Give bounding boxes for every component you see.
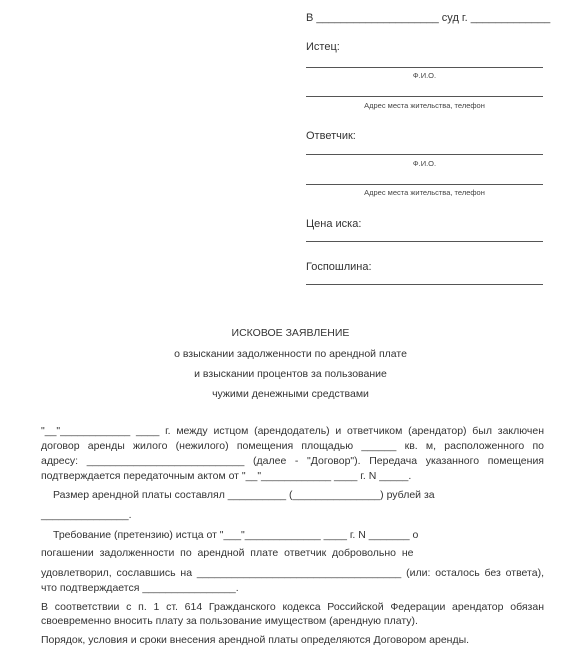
defendant-name-line	[306, 154, 543, 155]
claim-price-label: Цена иска:	[306, 218, 362, 230]
body-p2-line1: Размер арендной платы составлял __________ (_______________) рублей за	[53, 489, 435, 501]
defendant-label: Ответчик:	[306, 130, 356, 142]
body-p4-line2: своевременно вносить плату за пользование имуществом (арендную плату).	[41, 615, 418, 627]
document-subtitle-2: и взыскании процентов за пользование	[194, 368, 387, 380]
body-p3-line3: удовлетворил, сославшись на ___________________________________ (или: осталось без ответа),	[41, 567, 544, 579]
defendant-fio-caption: Ф.И.О.	[412, 159, 437, 168]
document-title: ИСКОВОЕ ЗАЯВЛЕНИЕ	[231, 327, 350, 339]
state-fee-label: Госпошлина:	[306, 261, 372, 273]
claim-price-line	[306, 241, 543, 242]
document-subtitle-1: о взыскании задолженности по арендной плате	[174, 348, 407, 360]
body-p3-line1: Требование (претензию) истца от "___"_____________ ____ г. N _______ о	[53, 529, 419, 541]
body-p1-line3: адресу: ___________________________ (далее - "Договор"). Передача указанного помещения	[41, 455, 544, 467]
body-p3-line2: погашении задолженности по арендной плате ответчик добровольно не	[41, 547, 414, 559]
state-fee-line	[306, 284, 543, 285]
body-p3-line4: что подтверждается ________________.	[41, 582, 239, 594]
body-p5-line1: Порядок, условия и сроки внесения арендной платы определяются Договором аренды.	[41, 634, 470, 646]
court-line: В ____________________ суд г. _____________	[306, 12, 551, 24]
plaintiff-fio-caption: Ф.И.О.	[412, 71, 437, 80]
defendant-address-caption: Адрес места жительства, телефон	[364, 188, 485, 197]
body-p1-line2: договор аренды жилого (нежилого) помещения площадью ______ кв. м, расположенного по	[41, 440, 544, 452]
plaintiff-address-line	[306, 96, 543, 97]
document-subtitle-3: чужими денежными средствами	[212, 388, 369, 400]
body-p1-line1: "__"____________ ____ г. между истцом (арендодатель) и ответчиком (арендатор) был заключен	[41, 425, 544, 437]
body-p2-line2: _______________.	[41, 509, 132, 521]
plaintiff-name-line	[306, 67, 543, 68]
plaintiff-label: Истец:	[306, 41, 340, 53]
body-p1-line4: подтверждается передаточным актом от "__"____________ ____ г. N _____.	[41, 470, 412, 482]
body-p4-line1: В соответствии с п. 1 ст. 614 Гражданского кодекса Российской Федерации арендатор обязан	[41, 601, 544, 613]
plaintiff-address-caption: Адрес места жительства, телефон	[364, 101, 485, 110]
defendant-address-line	[306, 184, 543, 185]
